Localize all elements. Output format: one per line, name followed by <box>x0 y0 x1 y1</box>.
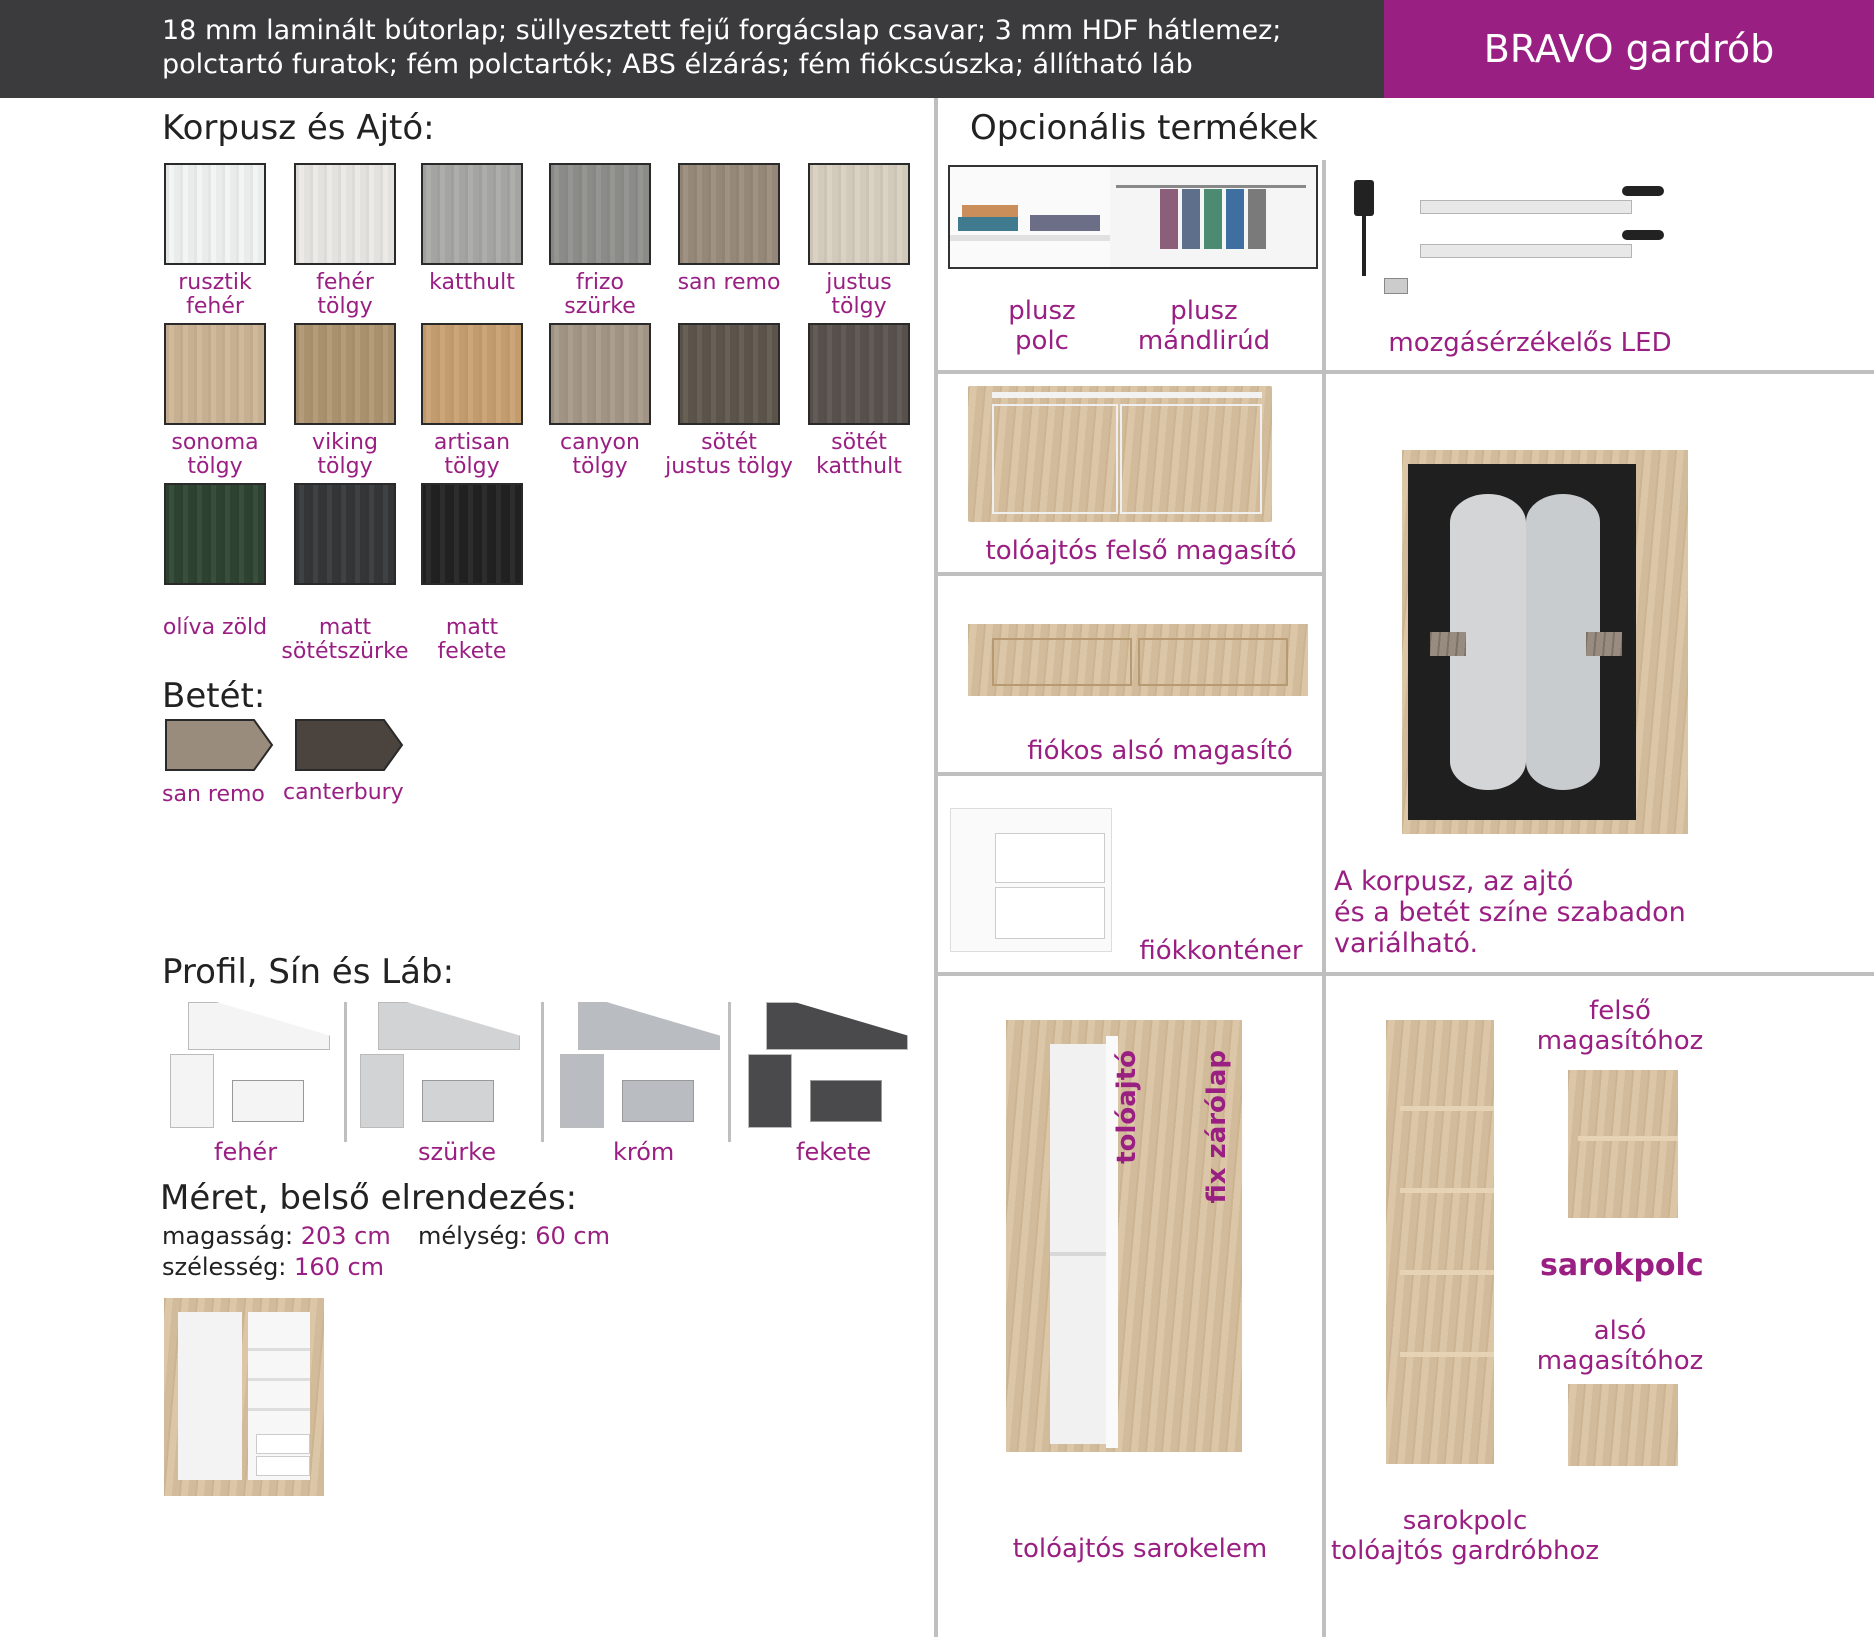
sarokpolc-gardrob-label: sarokpolc tolóajtós gardróbhoz <box>1330 1506 1600 1566</box>
swatch-1 <box>294 163 396 265</box>
melyseg-value: 60 cm <box>535 1222 610 1250</box>
interior-layout-image <box>164 1298 324 1496</box>
hdivider-3 <box>938 772 1322 776</box>
felso-magasito-label: tolóajtós felső magasító <box>985 536 1297 566</box>
swatch-label-11: sötét katthult <box>816 430 902 479</box>
spec-line-1: 18 mm laminált bútorlap; süllyesztett fejű forgácslap csavar; 3 mm HDF hátlemez; <box>162 15 1282 46</box>
profil-title: Profil, Sín és Láb: <box>162 952 455 992</box>
swatch-12 <box>164 483 266 585</box>
swatch-label-14: matt fekete <box>437 615 507 664</box>
felso-magasitohoz-label: felső magasítóhoz <box>1536 996 1704 1056</box>
felso-sarokpolc-image <box>1568 1070 1678 1218</box>
swatch-label-2: katthult <box>429 270 515 295</box>
divider-opt-bottom <box>1322 974 1326 1637</box>
swatch-9 <box>549 323 651 425</box>
betet-label-1: san remo <box>162 782 265 807</box>
sarokpolc-image <box>1386 1020 1494 1464</box>
swatch-label-9: canyon tölgy <box>560 430 640 479</box>
profil-sep-3 <box>728 1002 731 1142</box>
swatch-5 <box>808 163 910 265</box>
swatch-label-12: olíva zöld <box>162 615 268 640</box>
swatch-8 <box>421 323 523 425</box>
betet-shape-1 <box>164 718 274 772</box>
magassag-row <box>162 1222 391 1250</box>
swatch-0 <box>164 163 266 265</box>
sarokelem-label: tolóajtós sarokelem <box>1012 1534 1268 1564</box>
profil-image-3 <box>748 1002 908 1132</box>
variation-note: A korpusz, az ajtó és a betét színe szabadon variálható. <box>1334 866 1686 959</box>
profil-image-0 <box>170 1002 330 1132</box>
swatch-label-3: frizo szürke <box>564 270 636 319</box>
led-label: mozgásérzékelős LED <box>1388 328 1672 358</box>
profil-sep-2 <box>541 1002 544 1142</box>
swatch-14 <box>421 483 523 585</box>
melyseg-row <box>418 1222 610 1250</box>
swatch-label-7: viking tölgy <box>312 430 378 479</box>
fiokkontener-image <box>950 808 1112 952</box>
felso-magasito-image <box>968 386 1272 522</box>
swatch-2 <box>421 163 523 265</box>
profil-image-1 <box>360 1002 520 1132</box>
divider-opt-top <box>1322 160 1326 370</box>
plusz-polc-label: plusz polc <box>1008 296 1076 356</box>
korpusz-title: Korpusz és Ajtó: <box>162 108 435 148</box>
profil-label-3: fekete <box>796 1138 872 1166</box>
fix-zarolap-label: fix zárólap <box>1202 1050 1232 1204</box>
swatch-11 <box>808 323 910 425</box>
szelesseg-value: 160 cm <box>294 1253 385 1281</box>
shelf-rail-image <box>948 165 1318 269</box>
betet-shape-2 <box>294 718 404 772</box>
sarokpolc-label: sarokpolc <box>1540 1248 1704 1283</box>
swatch-3 <box>549 163 651 265</box>
szelesseg-label: szélesség: <box>162 1253 287 1281</box>
magassag-label: magasság: <box>162 1222 294 1250</box>
swatch-4 <box>678 163 780 265</box>
betet-label-2: canterbury <box>283 780 404 805</box>
swatch-label-6: sonoma tölgy <box>171 430 259 479</box>
meret-title: Méret, belső elrendezés: <box>160 1178 578 1218</box>
profil-label-2: króm <box>613 1138 675 1166</box>
swatch-label-5: justus tölgy <box>826 270 892 319</box>
divider-opt-mid <box>1322 372 1326 972</box>
fiokkontener-label: fiókkonténer <box>1139 936 1303 966</box>
swatch-label-10: sötét justus tölgy <box>665 430 793 479</box>
spec-line-2: polctartó furatok; fém polctartók; ABS élzárás; fém fiókcsúszka; állítható láb <box>162 49 1193 80</box>
also-magasitohoz-label: alsó magasítóhoz <box>1536 1316 1704 1376</box>
swatch-7 <box>294 323 396 425</box>
betet-swatch-canterbury <box>294 718 404 776</box>
betet-title: Betét: <box>162 676 266 716</box>
toloajto-label: tolóajtó <box>1112 1050 1142 1164</box>
hdivider-1 <box>938 370 1874 374</box>
szelesseg-row <box>162 1253 384 1281</box>
fiokos-also-image <box>968 624 1308 696</box>
swatch-10 <box>678 323 780 425</box>
profil-label-1: szürke <box>418 1138 496 1166</box>
swatch-label-4: san remo <box>677 270 781 295</box>
magassag-value: 203 cm <box>300 1222 391 1250</box>
betet-swatch-san-remo <box>164 718 274 776</box>
swatch-label-13: matt sötétszürke <box>281 615 409 664</box>
plusz-mandlirud-label: plusz mándlirúd <box>1137 296 1271 356</box>
melyseg-label: mélység: <box>418 1222 528 1250</box>
hdivider-4 <box>938 972 1874 976</box>
swatch-label-0: rusztik fehér <box>178 270 252 319</box>
profil-sep-1 <box>344 1002 347 1142</box>
spec-text <box>162 14 1362 82</box>
fiokos-also-label: fiókos alsó magasító <box>1027 736 1293 766</box>
swatch-6 <box>164 323 266 425</box>
led-image <box>1346 172 1676 302</box>
bravo-wardrobe-image <box>1402 450 1688 834</box>
profil-label-0: fehér <box>214 1138 278 1166</box>
optional-title: Opcionális termékek <box>970 108 1318 148</box>
main-divider <box>934 98 938 1637</box>
also-sarokpolc-image <box>1568 1384 1678 1466</box>
product-title: BRAVO gardrób <box>1384 0 1874 98</box>
swatch-label-8: artisan tölgy <box>433 430 511 479</box>
profil-image-2 <box>560 1002 720 1132</box>
swatch-13 <box>294 483 396 585</box>
hdivider-2 <box>938 572 1322 576</box>
swatch-label-1: fehér tölgy <box>316 270 374 319</box>
